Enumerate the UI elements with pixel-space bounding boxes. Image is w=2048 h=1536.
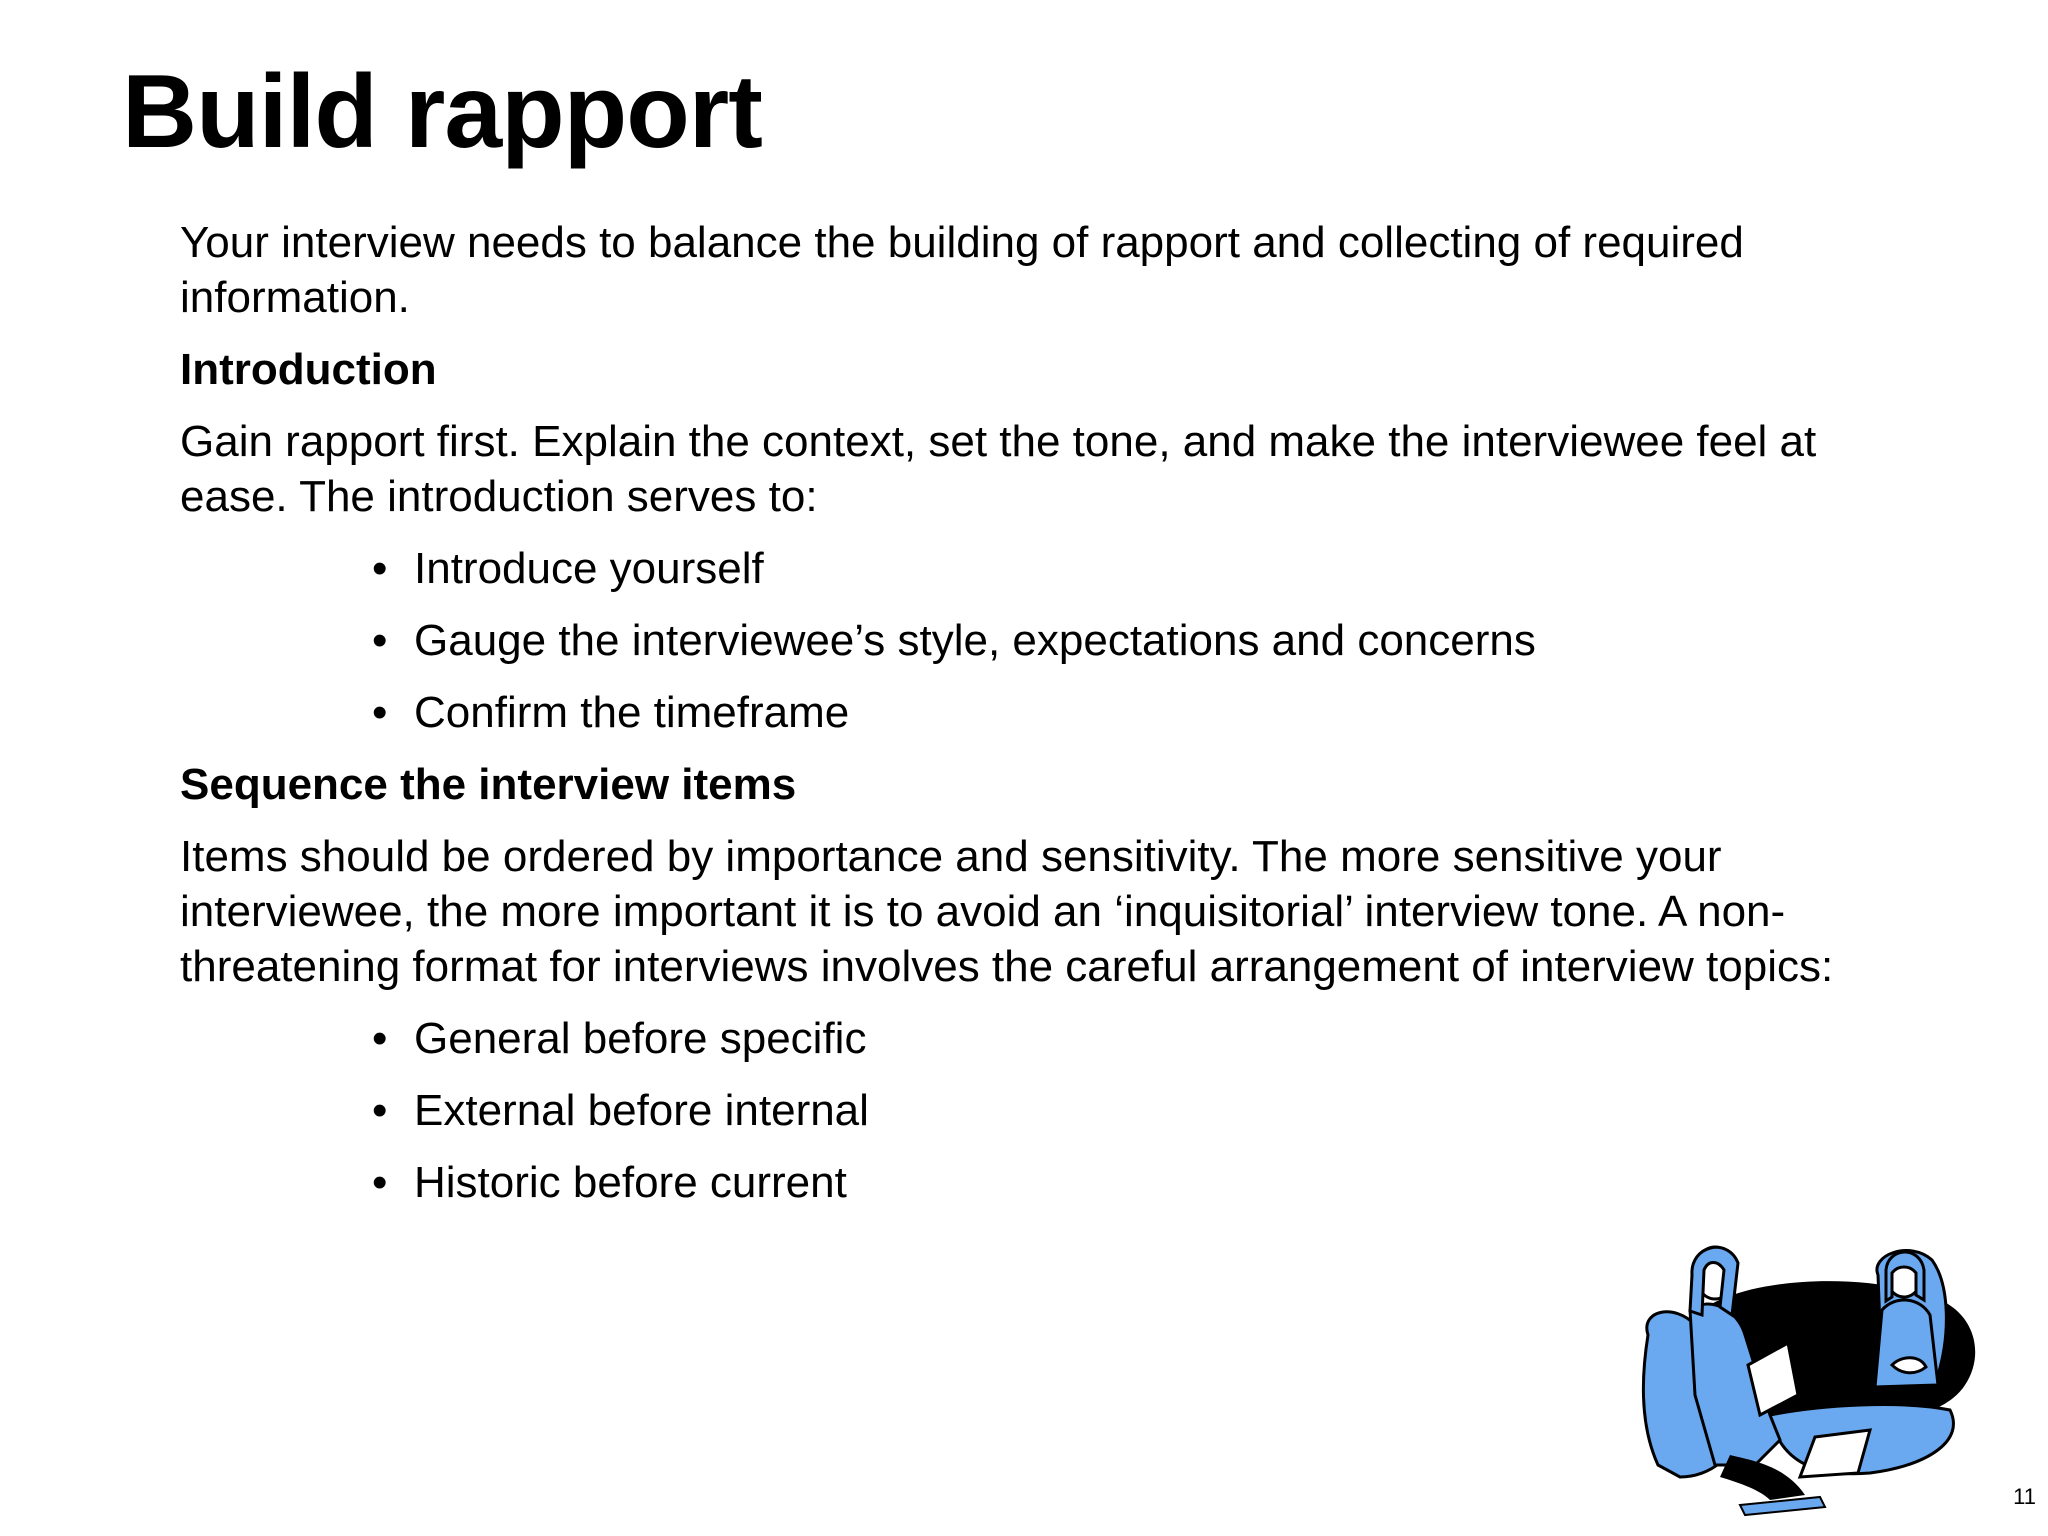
list-item-text: Historic before current xyxy=(414,1158,847,1207)
introduction-paragraph: Gain rapport first. Explain the context, set the tone, and make the interviewee feel at ease. The introduction serves to: xyxy=(180,417,1817,521)
list-item-text: Gauge the interviewee’s style, expectations and concerns xyxy=(414,616,1536,665)
list-item xyxy=(180,685,1880,740)
bullet-icon: • xyxy=(372,1158,388,1207)
bullet-icon: • xyxy=(372,1014,388,1063)
list-item-text: General before specific xyxy=(414,1014,867,1063)
slide-body xyxy=(180,215,1880,1227)
list-item xyxy=(180,613,1880,668)
list-item xyxy=(180,541,1880,596)
list-item xyxy=(180,1011,1880,1066)
page-number: 11 xyxy=(2013,1484,2036,1509)
sequence-paragraph: Items should be ordered by importance and sensitivity. The more sensitive your interviewee, the more important it is to avoid an ‘inquisitorial’ interview tone. A non-threatening format for interviews involves the careful arrangement of interview topics: xyxy=(180,832,1834,991)
introduction-heading: Introduction xyxy=(180,345,437,394)
introduction-bullet-list xyxy=(180,541,1880,740)
sequence-heading: Sequence the interview items xyxy=(180,760,797,809)
bullet-icon: • xyxy=(372,616,388,665)
interview-illustration-icon xyxy=(1620,1215,1980,1525)
list-item-text: Introduce yourself xyxy=(414,544,764,593)
bullet-icon: • xyxy=(372,688,388,737)
list-item-text: External before internal xyxy=(414,1086,869,1135)
bullet-icon: • xyxy=(372,544,388,593)
list-item xyxy=(180,1155,1880,1210)
list-item-text: Confirm the timeframe xyxy=(414,688,850,737)
sequence-bullet-list xyxy=(180,1011,1880,1210)
intro-paragraph: Your interview needs to balance the building of rapport and collecting of required information. xyxy=(180,218,1744,322)
slide-title: Build rapport xyxy=(122,54,762,170)
list-item xyxy=(180,1083,1880,1138)
bullet-icon: • xyxy=(372,1086,388,1135)
